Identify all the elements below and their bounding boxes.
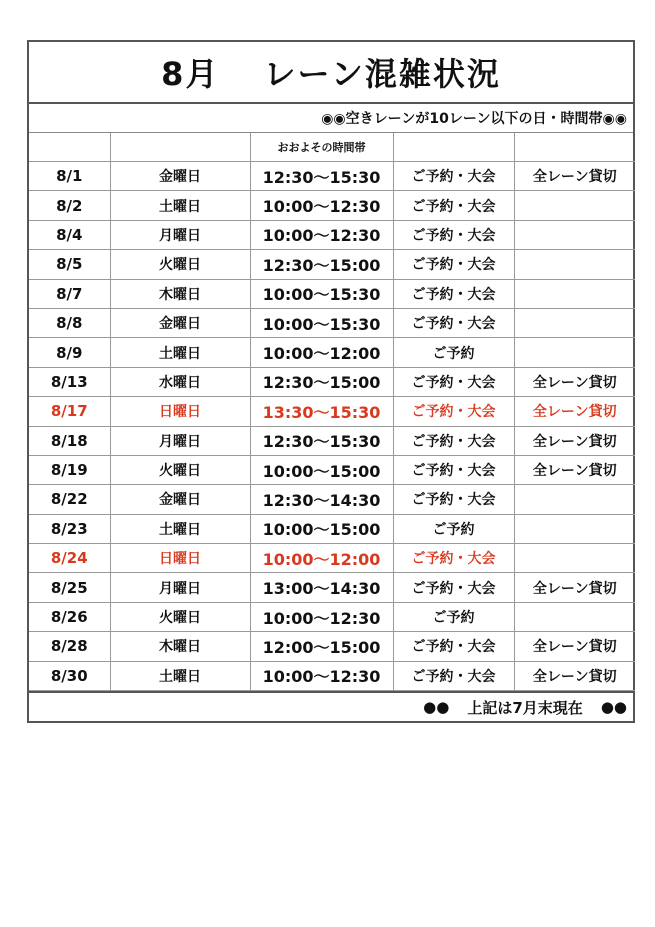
cell-time: 10:00〜12:30 bbox=[250, 220, 393, 249]
cell-date: 8/24 bbox=[29, 544, 110, 573]
cell-time: 10:00〜12:30 bbox=[250, 602, 393, 631]
cell-weekday: 月曜日 bbox=[110, 426, 250, 455]
footer-note bbox=[29, 691, 633, 721]
cell-note: 全レーン貸切 bbox=[514, 397, 635, 426]
table-row bbox=[29, 367, 635, 396]
cell-weekday: 月曜日 bbox=[110, 220, 250, 249]
table-row bbox=[29, 162, 635, 191]
cell-date: 8/22 bbox=[29, 485, 110, 514]
cell-time: 12:30〜15:30 bbox=[250, 426, 393, 455]
header-reason bbox=[393, 133, 514, 162]
cell-reason: ご予約・大会 bbox=[393, 544, 514, 573]
header-time: おおよその時間帯 bbox=[250, 133, 393, 162]
cell-weekday: 火曜日 bbox=[110, 455, 250, 484]
cell-note bbox=[514, 602, 635, 631]
title-month: 8月 bbox=[161, 55, 220, 93]
cell-time: 13:30〜15:30 bbox=[250, 397, 393, 426]
page-title bbox=[29, 42, 633, 104]
cell-time: 12:00〜15:00 bbox=[250, 632, 393, 661]
cell-note bbox=[514, 514, 635, 543]
cell-reason: ご予約・大会 bbox=[393, 308, 514, 337]
footer-left-marks: ●● bbox=[423, 698, 450, 717]
table-row bbox=[29, 455, 635, 484]
table-row bbox=[29, 661, 635, 690]
table-row bbox=[29, 279, 635, 308]
table-row bbox=[29, 191, 635, 220]
schedule-table-body bbox=[29, 133, 635, 691]
cell-note: 全レーン貸切 bbox=[514, 426, 635, 455]
header-note bbox=[514, 133, 635, 162]
cell-date: 8/4 bbox=[29, 220, 110, 249]
cell-weekday: 金曜日 bbox=[110, 308, 250, 337]
table-row bbox=[29, 514, 635, 543]
cell-reason: ご予約・大会 bbox=[393, 220, 514, 249]
cell-reason: ご予約・大会 bbox=[393, 426, 514, 455]
cell-time: 12:30〜14:30 bbox=[250, 485, 393, 514]
table-row bbox=[29, 220, 635, 249]
cell-note: 全レーン貸切 bbox=[514, 661, 635, 690]
cell-time: 10:00〜12:00 bbox=[250, 544, 393, 573]
cell-date: 8/5 bbox=[29, 250, 110, 279]
cell-note: 全レーン貸切 bbox=[514, 367, 635, 396]
cell-time: 10:00〜15:00 bbox=[250, 455, 393, 484]
cell-note bbox=[514, 250, 635, 279]
cell-time: 10:00〜12:30 bbox=[250, 191, 393, 220]
cell-reason: ご予約・大会 bbox=[393, 573, 514, 602]
table-row bbox=[29, 485, 635, 514]
cell-reason: ご予約・大会 bbox=[393, 661, 514, 690]
title-text: レーン混雑状況 bbox=[263, 55, 501, 93]
cell-note bbox=[514, 338, 635, 367]
cell-weekday: 火曜日 bbox=[110, 250, 250, 279]
cell-weekday: 水曜日 bbox=[110, 367, 250, 396]
cell-date: 8/19 bbox=[29, 455, 110, 484]
cell-reason: ご予約 bbox=[393, 338, 514, 367]
cell-date: 8/25 bbox=[29, 573, 110, 602]
cell-note bbox=[514, 220, 635, 249]
cell-reason: ご予約・大会 bbox=[393, 279, 514, 308]
subtitle: ◉◉空きレーンが10レーン以下の日・時間帯◉◉ bbox=[29, 104, 633, 133]
cell-weekday: 日曜日 bbox=[110, 544, 250, 573]
header-weekday bbox=[110, 133, 250, 162]
cell-note bbox=[514, 191, 635, 220]
cell-reason: ご予約・大会 bbox=[393, 455, 514, 484]
cell-time: 12:30〜15:00 bbox=[250, 250, 393, 279]
cell-note bbox=[514, 485, 635, 514]
cell-time: 12:30〜15:00 bbox=[250, 367, 393, 396]
cell-reason: ご予約・大会 bbox=[393, 367, 514, 396]
cell-weekday: 土曜日 bbox=[110, 338, 250, 367]
cell-date: 8/26 bbox=[29, 602, 110, 631]
cell-time: 10:00〜15:30 bbox=[250, 279, 393, 308]
lane-status-sheet bbox=[27, 40, 635, 723]
cell-time: 13:00〜14:30 bbox=[250, 573, 393, 602]
table-row bbox=[29, 397, 635, 426]
cell-reason: ご予約・大会 bbox=[393, 162, 514, 191]
cell-reason: ご予約 bbox=[393, 514, 514, 543]
cell-weekday: 土曜日 bbox=[110, 191, 250, 220]
cell-note: 全レーン貸切 bbox=[514, 162, 635, 191]
cell-reason: ご予約・大会 bbox=[393, 191, 514, 220]
cell-weekday: 日曜日 bbox=[110, 397, 250, 426]
table-row bbox=[29, 426, 635, 455]
cell-date: 8/8 bbox=[29, 308, 110, 337]
cell-reason: ご予約・大会 bbox=[393, 632, 514, 661]
cell-date: 8/1 bbox=[29, 162, 110, 191]
cell-reason: ご予約・大会 bbox=[393, 250, 514, 279]
cell-time: 10:00〜15:00 bbox=[250, 514, 393, 543]
table-row bbox=[29, 250, 635, 279]
cell-weekday: 火曜日 bbox=[110, 602, 250, 631]
table-row bbox=[29, 602, 635, 631]
cell-note bbox=[514, 544, 635, 573]
cell-weekday: 金曜日 bbox=[110, 162, 250, 191]
cell-date: 8/23 bbox=[29, 514, 110, 543]
table-row bbox=[29, 632, 635, 661]
cell-note: 全レーン貸切 bbox=[514, 632, 635, 661]
cell-time: 12:30〜15:30 bbox=[250, 162, 393, 191]
table-header-row bbox=[29, 133, 635, 162]
cell-date: 8/9 bbox=[29, 338, 110, 367]
cell-time: 10:00〜15:30 bbox=[250, 308, 393, 337]
header-date bbox=[29, 133, 110, 162]
footer-text: 上記は7月末現在 bbox=[467, 698, 583, 717]
cell-time: 10:00〜12:00 bbox=[250, 338, 393, 367]
cell-reason: ご予約・大会 bbox=[393, 397, 514, 426]
cell-date: 8/2 bbox=[29, 191, 110, 220]
cell-note bbox=[514, 308, 635, 337]
table-row bbox=[29, 338, 635, 367]
cell-date: 8/7 bbox=[29, 279, 110, 308]
cell-weekday: 木曜日 bbox=[110, 279, 250, 308]
cell-reason: ご予約 bbox=[393, 602, 514, 631]
cell-weekday: 土曜日 bbox=[110, 514, 250, 543]
table-row bbox=[29, 573, 635, 602]
cell-date: 8/18 bbox=[29, 426, 110, 455]
cell-weekday: 木曜日 bbox=[110, 632, 250, 661]
table-row bbox=[29, 308, 635, 337]
footer-right-marks: ●● bbox=[600, 698, 627, 717]
cell-weekday: 土曜日 bbox=[110, 661, 250, 690]
cell-weekday: 金曜日 bbox=[110, 485, 250, 514]
cell-note: 全レーン貸切 bbox=[514, 455, 635, 484]
schedule-table bbox=[29, 133, 635, 691]
table-row bbox=[29, 544, 635, 573]
cell-date: 8/17 bbox=[29, 397, 110, 426]
cell-note: 全レーン貸切 bbox=[514, 573, 635, 602]
cell-weekday: 月曜日 bbox=[110, 573, 250, 602]
cell-reason: ご予約・大会 bbox=[393, 485, 514, 514]
cell-date: 8/28 bbox=[29, 632, 110, 661]
cell-date: 8/30 bbox=[29, 661, 110, 690]
cell-time: 10:00〜12:30 bbox=[250, 661, 393, 690]
cell-note bbox=[514, 279, 635, 308]
cell-date: 8/13 bbox=[29, 367, 110, 396]
